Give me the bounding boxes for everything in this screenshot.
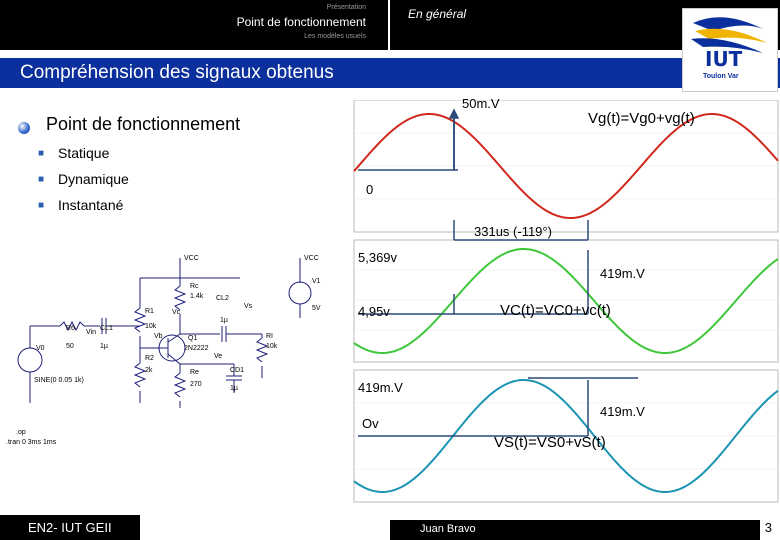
svg-text:V0: V0	[36, 345, 45, 352]
svg-text:1µ: 1µ	[220, 317, 228, 324]
svg-text:50: 50	[66, 343, 74, 350]
svg-text:CD1: CD1	[230, 367, 245, 374]
vs-formula: VS(t)=VS0+vS(t)	[494, 434, 606, 451]
square-bullet-icon: ■	[38, 148, 45, 159]
svg-text:.op: .op	[16, 429, 26, 436]
circuit-schematic	[0, 238, 340, 448]
svg-text:CL1: CL1	[100, 325, 113, 332]
footer-left-text: EN2- IUT GEII	[28, 520, 112, 535]
main-bullet: Point de fonctionnement	[46, 114, 241, 134]
vg-formula: Vg(t)=Vg0+vg(t)	[588, 110, 695, 127]
phase-label: 331us (-119°)	[474, 224, 552, 239]
footer-author: Juan Bravo	[420, 523, 476, 535]
sub-bullet-static: ■ Statique	[38, 145, 110, 161]
presentation-label: Présentation	[326, 4, 366, 11]
sub-bullet-instant: ■ Instantané	[38, 197, 124, 213]
svg-text:1.4k: 1.4k	[190, 293, 204, 300]
header-left	[0, 0, 378, 50]
svg-text:2k: 2k	[145, 367, 153, 374]
section-title: Point de fonctionnement	[236, 15, 366, 29]
iut-logo	[682, 8, 778, 92]
svg-text:R2: R2	[145, 355, 154, 362]
svg-text:VCC: VCC	[184, 255, 199, 262]
square-bullet-icon: ■	[38, 200, 45, 211]
header-divider	[388, 0, 390, 50]
page-number: 3	[764, 520, 772, 535]
vc-dc2-label: 4,95v	[358, 304, 390, 319]
top-bar	[0, 0, 780, 50]
vs-amplitude-label-1: 419m.V	[358, 380, 403, 395]
svg-text:Vb: Vb	[154, 333, 163, 340]
svg-text:10k: 10k	[266, 343, 278, 350]
svg-text:Q1: Q1	[188, 335, 198, 342]
zero-label: 0	[366, 182, 374, 197]
svg-text:Rc: Rc	[190, 283, 199, 290]
svg-text:VCC: VCC	[304, 255, 319, 262]
svg-text:CL2: CL2	[216, 295, 229, 302]
svg-text:Vc: Vc	[172, 309, 181, 316]
vc-formula: VC(t)=VC0+vc(t)	[500, 302, 611, 319]
sub-bullet-dynamic: ■ Dynamique	[38, 171, 129, 187]
svg-text:SINE(0 0.05 1k): SINE(0 0.05 1k)	[34, 377, 84, 384]
svg-text:2N2222: 2N2222	[184, 345, 209, 352]
vg-amplitude-label: 50m.V	[462, 96, 500, 111]
footer-left	[0, 515, 140, 540]
svg-text:RI: RI	[266, 333, 273, 340]
logo-text: IUT	[705, 47, 743, 71]
svg-text:R1: R1	[145, 308, 154, 315]
vs-zero-label: Ov	[362, 416, 379, 431]
logo-subtext: Toulon Var	[703, 73, 739, 80]
square-bullet-icon: ■	[38, 174, 45, 185]
banner-title: Compréhension des signaux obtenus	[20, 62, 334, 83]
vc-amplitude-label: 419m.V	[600, 266, 645, 281]
svg-text:10k: 10k	[145, 323, 157, 330]
svg-text:Ve: Ve	[214, 353, 223, 360]
svg-text:Vin: Vin	[86, 329, 96, 336]
svg-text:1µ: 1µ	[230, 385, 238, 392]
svg-text:Re: Re	[190, 369, 199, 376]
svg-text:.tran 0 3ms 1ms: .tran 0 3ms 1ms	[6, 439, 57, 446]
title-banner	[0, 58, 780, 88]
svg-text:V1: V1	[312, 278, 321, 285]
svg-text:1µ: 1µ	[100, 343, 108, 350]
footer-middle	[390, 520, 760, 540]
svg-text:R6: R6	[66, 325, 75, 332]
svg-text:270: 270	[190, 381, 202, 388]
vc-dc-label: 5,369v	[358, 250, 398, 265]
svg-text:5V: 5V	[312, 305, 321, 312]
general-label: En général	[408, 7, 467, 21]
svg-text:Vs: Vs	[244, 303, 253, 310]
vs-amplitude-label-2: 419m.V	[600, 404, 645, 419]
bullet-icon	[18, 122, 30, 134]
subsection-title: Les modèles usuels	[304, 33, 366, 40]
